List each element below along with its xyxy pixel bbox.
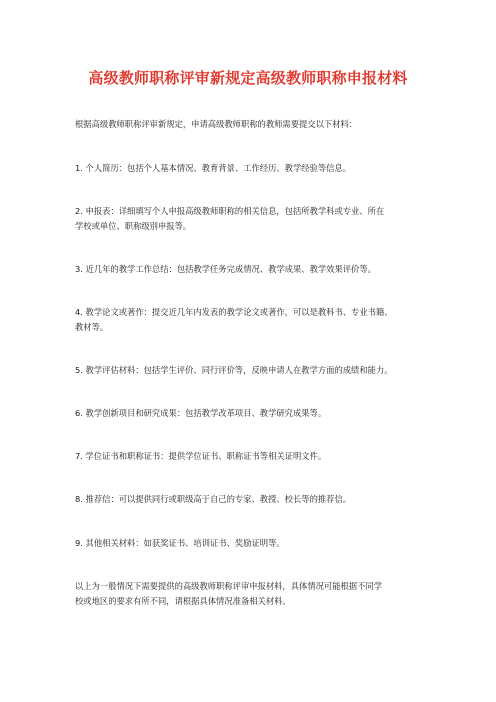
list-item-line: 8. 推荐信：可以提供同行或职级高于自己的专家、教授、校长等的推荐信。 [75, 494, 352, 504]
list-item-line: 2. 申报表：详细填写个人申报高级教师职称的相关信息，包括所教学科或专业、所在 [75, 206, 385, 216]
closing-line: 以上为一般情况下需要提供的高级教师职称评审申报材料，具体情况可能根据不同学 [75, 581, 382, 591]
list-item-line: 1. 个人简历：包括个人基本情况、教育背景、工作经历、教学经验等信息。 [75, 163, 352, 173]
closing-paragraph [75, 579, 435, 609]
list-item-line-continued: 学校或单位、职称级别申报等。 [75, 221, 192, 231]
list-item-line-continued: 教材等。 [75, 322, 109, 332]
list-item [75, 449, 435, 464]
list-item-line: 4. 教学论文或著作：提交近几年内发表的教学论文或著作，可以是教科书、专业书籍、 [75, 307, 393, 317]
list-item [75, 536, 435, 551]
list-item-line: 7. 学位证书和职称证书：提供学位证书、职称证书等相关证明文件。 [75, 451, 327, 461]
list-item [75, 363, 435, 378]
list-item-line: 3. 近几年的教学工作总结：包括教学任务完成情况、教学成果、教学效果评价等。 [75, 264, 376, 274]
list-item-line: 5. 教学评估材料：包括学生评价、同行评价等，反映申请人在教学方面的成绩和能力。 [75, 365, 393, 375]
list-item [75, 161, 435, 176]
list-item [75, 492, 435, 507]
intro-paragraph [75, 117, 435, 132]
list-item-line: 9. 其他相关材料：如获奖证书、培训证书、奖励证明等。 [75, 538, 285, 548]
intro-text: 根据高级教师职称评审新规定，申请高级教师职称的教师需要提交以下材料： [75, 119, 358, 129]
document-title: 高级教师职称评审新规定高级教师职称申报材料 [88, 69, 408, 87]
list-item [75, 305, 435, 335]
list-item [75, 262, 435, 277]
list-item-line: 6. 教学创新项目和研究成果：包括教学改革项目、教学研究成果等。 [75, 408, 327, 418]
closing-line-continued: 校或地区的要求有所不同，请根据具体情况准备相关材料。 [75, 596, 291, 606]
list-item [75, 406, 435, 421]
list-item [75, 204, 435, 234]
